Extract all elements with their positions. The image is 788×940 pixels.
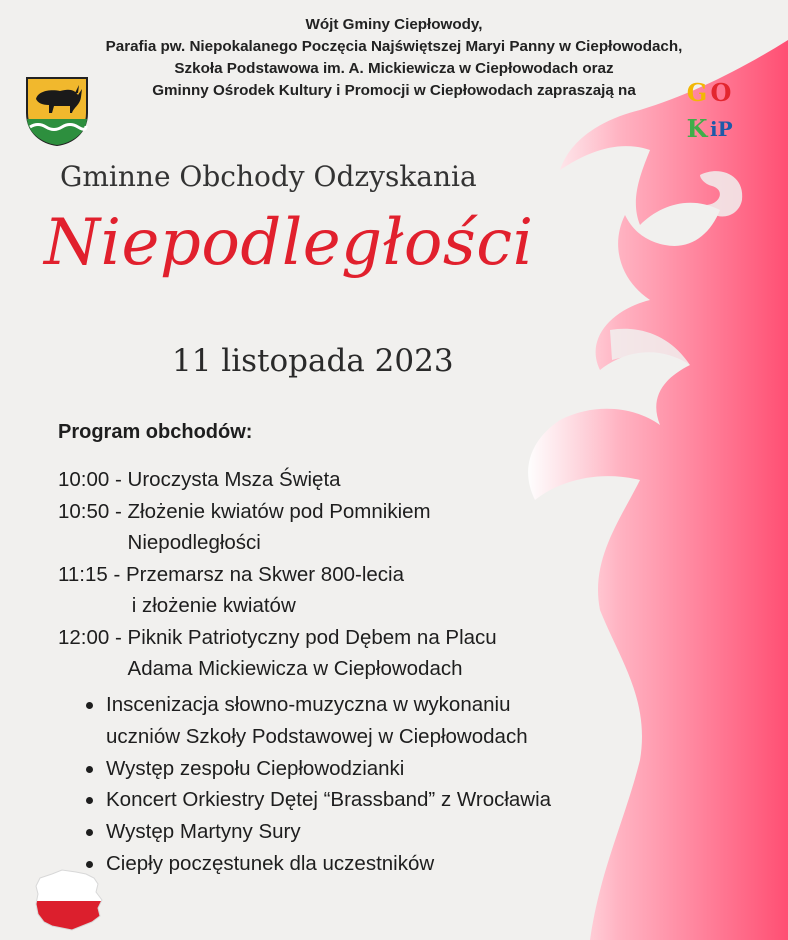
- schedule-item: [58, 622, 658, 685]
- title-line-1: Gminne Obchody Odzyskania: [60, 160, 477, 193]
- logo-letter-k: K: [686, 114, 708, 143]
- logo-letter-g: G: [686, 78, 708, 107]
- schedule-item: [58, 559, 658, 622]
- poland-map-icon: [32, 868, 106, 932]
- list-item: [86, 784, 666, 816]
- schedule-desc: Złożenie kwiatów pod Pomnikiem: [127, 499, 431, 523]
- bullet-icon: [86, 829, 93, 836]
- header: [18, 14, 770, 102]
- schedule-item: [58, 496, 658, 559]
- title-line-2: Niepodległości: [44, 206, 534, 280]
- schedule-desc: Niepodległości: [127, 531, 261, 554]
- list-item: [86, 689, 666, 721]
- list-item: [86, 816, 666, 848]
- schedule-time: 10:00 -: [58, 468, 128, 491]
- list-item-text: Inscenizacja słowno-muzyczna w wykonaniu: [106, 693, 511, 716]
- coat-of-arms-icon: [24, 75, 90, 147]
- schedule-desc: Piknik Patriotyczny pod Dębem na Placu: [127, 625, 497, 649]
- bullet-icon: [86, 702, 93, 709]
- bullet-icon: [86, 766, 93, 773]
- event-date: 11 listopada 2023: [172, 343, 454, 379]
- list-item: [86, 848, 666, 880]
- schedule-item: [58, 464, 658, 496]
- list-item: [86, 721, 666, 753]
- schedule-time: 12:00 -: [58, 625, 128, 649]
- header-line-3: Szkoła Podstawowa im. A. Mickiewicza w Ciepłowodach oraz: [174, 60, 614, 77]
- list-item-text: Koncert Orkiestry Dętej “Brassband” z Wrocławia: [106, 788, 552, 812]
- header-line-2: Parafia pw. Niepokalanego Poczęcia Najświętszej Maryi Panny w Ciepłowodach,: [105, 38, 683, 55]
- activities-list: [86, 689, 666, 880]
- logo-letter-o: O: [710, 78, 732, 107]
- list-item: [86, 753, 666, 785]
- list-item-text: Występ zespołu Ciepłowodzianki: [106, 756, 405, 780]
- schedule-desc: Przemarsz na Skwer 800-lecia: [126, 562, 404, 586]
- header-line-4: Gminny Ośrodek Kultury i Promocji w Ciepłowodach zapraszają na: [152, 82, 636, 99]
- gokip-logo: [686, 76, 732, 146]
- schedule-time: 11:15 -: [58, 562, 126, 586]
- program-heading: Program obchodów:: [58, 421, 253, 443]
- list-item-text: uczniów Szkoły Podstawowej w Ciepłowodach: [106, 724, 528, 748]
- bullet-icon: [86, 797, 93, 804]
- schedule-desc: Uroczysta Msza Święta: [127, 468, 341, 491]
- list-item-text: Ciepły poczęstunek dla uczestników: [106, 851, 435, 875]
- schedule-list: [58, 464, 658, 685]
- list-item-text: Występ Martyny Sury: [106, 820, 301, 844]
- bullet-icon: [86, 861, 93, 868]
- schedule-time: 10:50 -: [58, 499, 128, 523]
- schedule-desc: Adama Mickiewicza w Ciepłowodach: [127, 657, 463, 680]
- logo-letter-ip: iP: [710, 117, 733, 141]
- header-line-1: Wójt Gminy Ciepłowody,: [305, 16, 483, 33]
- schedule-desc: i złożenie kwiatów: [126, 594, 296, 617]
